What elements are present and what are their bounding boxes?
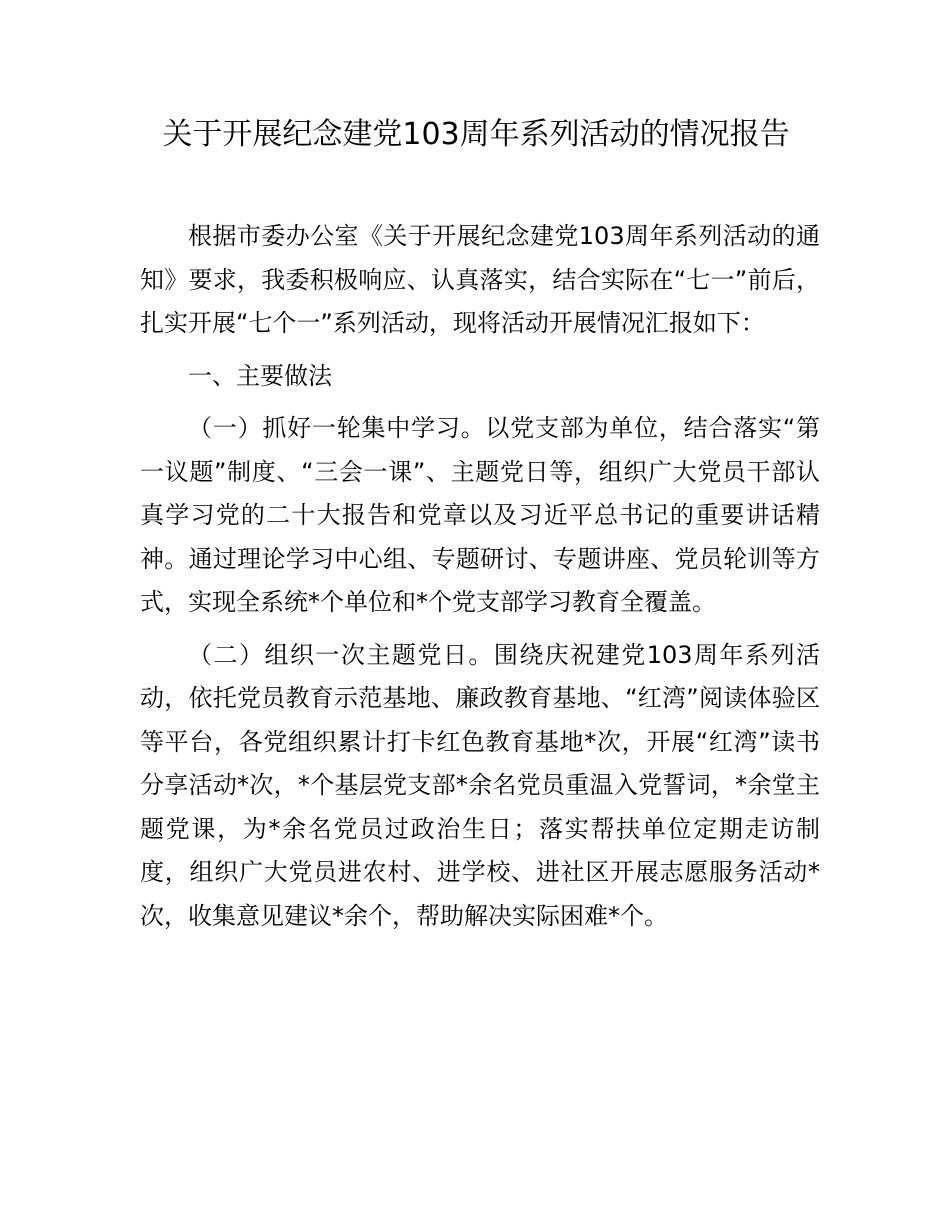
paragraph-item-2: （二）组织一次主题党日。围绕庆祝建党103周年系列活动，依托党员教育示范基地、廉政教育基地、“红湾”阅读体验区等平台，各党组织累计打卡红色教育基地*次，开展“红湾”读书分享活动*次，*个基层党支部*余名党员重温入党誓词，*余堂主题党课，为*余名党员过政治生日；落实帮扶单位定期走访制度，组织广大党员进农村、进学校、进社区开展志愿服务活动*次，收集意见建议*余个，帮助解决实际困难*个。	[140, 640, 820, 930]
section-heading-main-practices: 一、主要做法	[188, 361, 332, 390]
document-title: 关于开展纪念建党103周年系列活动的情况报告	[162, 117, 790, 152]
document-body	[140, 215, 820, 938]
intro-paragraph: 根据市委办公室《关于开展纪念建党103周年系列活动的通知》要求，我委积极响应、认真落实，结合实际在“七一”前后，扎实开展“七个一”系列活动，现将活动开展情况汇报如下：	[140, 222, 820, 337]
paragraph-item-1: （一）抓好一轮集中学习。以党支部为单位，结合落实“第一议题”制度、“三会一课”、主题党日等，组织广大党员干部认真学习党的二十大报告和党章以及习近平总书记的重要讲话精神。通过理论学习中心组、专题研讨、专题讲座、党员轮训等方式，实现全系统*个单位和*个党支部学习教育全覆盖。	[140, 414, 820, 616]
